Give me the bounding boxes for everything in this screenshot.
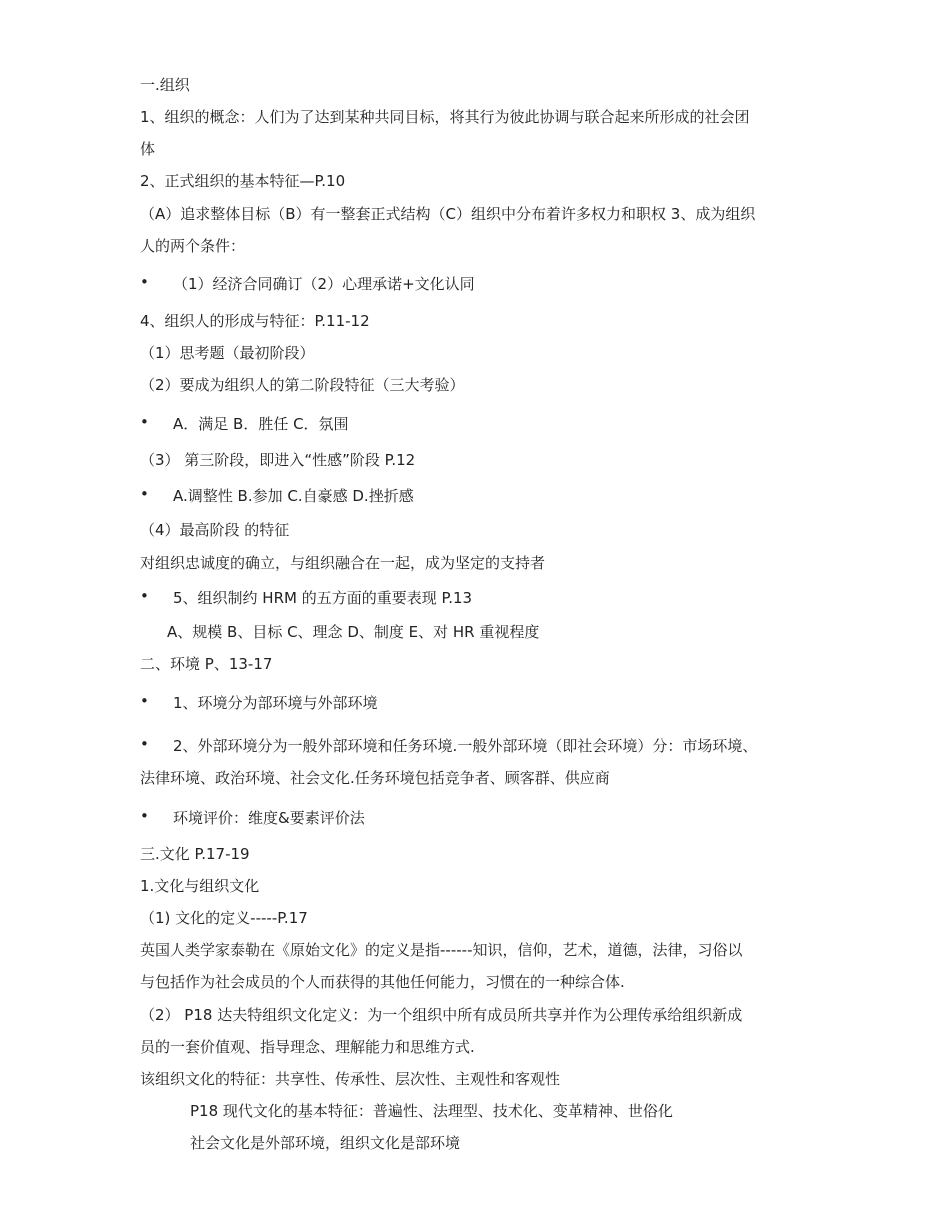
text-line: 体 xyxy=(140,140,156,158)
text-line: 英国人类学家泰勒在《原始文化》的定义是指------知识，信仰，艺术，道德，法律，习俗以 xyxy=(140,941,743,959)
text-line: 社会文化是外部环境，组织文化是部环境 xyxy=(190,1134,461,1152)
bullet-item: A.调整性 B.参加 C.自豪感 D.挫折感 xyxy=(173,487,414,505)
heading-organization: 一.组织 xyxy=(140,76,190,94)
bullet-item: 5、组织制约 HRM 的五方面的重要表现 P.13 xyxy=(173,589,473,607)
text-line: （1）思考题（最初阶段） xyxy=(140,344,315,362)
bullet-item: （1）经济合同确订（2）心理承诺+文化认同 xyxy=(173,275,475,293)
text-line: 人的两个条件： xyxy=(140,237,246,255)
text-line: 与包括作为社会成员的个人而获得的其他任何能力，习惯在的一种综合体. xyxy=(140,973,625,991)
bullet-marker: • xyxy=(140,485,149,503)
bullet-marker: • xyxy=(140,692,149,710)
bullet-item: A．满足 B．胜任 C．氛围 xyxy=(173,415,349,433)
text-line: 2、正式组织的基本特征—P.10 xyxy=(140,172,346,190)
bullet-marker: • xyxy=(140,735,149,753)
text-line: （1) 文化的定义-----P.17 xyxy=(140,909,308,927)
text-line: 法律环境、政治环境、社会文化.任务环境包括竞争者、顾客群、供应商 xyxy=(140,769,610,787)
bullet-marker: • xyxy=(140,587,149,605)
bullet-marker: • xyxy=(140,273,149,291)
text-line: （3） 第三阶段，即进入“性感”阶段 P.12 xyxy=(140,451,416,469)
text-line: （A）追求整体目标（B）有一整套正式结构（C）组织中分布着许多权力和职权 3、成为组织 xyxy=(140,205,756,223)
text-line: P18 现代文化的基本特征：普遍性、法理型、技术化、变革精神、世俗化 xyxy=(190,1102,673,1120)
heading-environment: 二、环境 P、13-17 xyxy=(140,655,273,673)
heading-culture: 三.文化 P.17-19 xyxy=(140,845,250,863)
text-line: （2）要成为组织人的第二阶段特征（三大考验） xyxy=(140,376,465,394)
text-line: 4、组织人的形成与特征：P.11-12 xyxy=(140,312,370,330)
bullet-item: 环境评价：维度&要素评价法 xyxy=(173,809,365,827)
bullet-marker: • xyxy=(140,807,149,825)
text-line: 1.文化与组织文化 xyxy=(140,877,260,895)
text-line: 对组织忠诚度的确立，与组织融合在一起，成为坚定的支持者 xyxy=(140,554,546,572)
bullet-item: 1、环境分为部环境与外部环境 xyxy=(173,694,378,712)
bullet-item: 2、外部环境分为一般外部环境和任务环境.一般外部环境（即社会环境）分：市场环境、 xyxy=(173,737,758,755)
text-line: （4）最高阶段 的特征 xyxy=(140,521,290,539)
text-line: 员的一套价值观、指导理念、理解能力和思维方式. xyxy=(140,1038,475,1056)
text-line: 1、组织的概念：人们为了达到某种共同目标，将其行为彼此协调与联合起来所形成的社会团 xyxy=(140,108,750,126)
bullet-marker: • xyxy=(140,413,149,431)
text-line: （2） P18 达夫特组织文化定义：为一个组织中所有成员所共享并作为公理传承给组织新成 xyxy=(140,1006,743,1024)
text-line: 该组织文化的特征：共享性、传承性、层次性、主观性和客观性 xyxy=(140,1070,561,1088)
text-line: A、规模 B、目标 C、理念 D、制度 E、对 HR 重视程度 xyxy=(167,623,540,641)
